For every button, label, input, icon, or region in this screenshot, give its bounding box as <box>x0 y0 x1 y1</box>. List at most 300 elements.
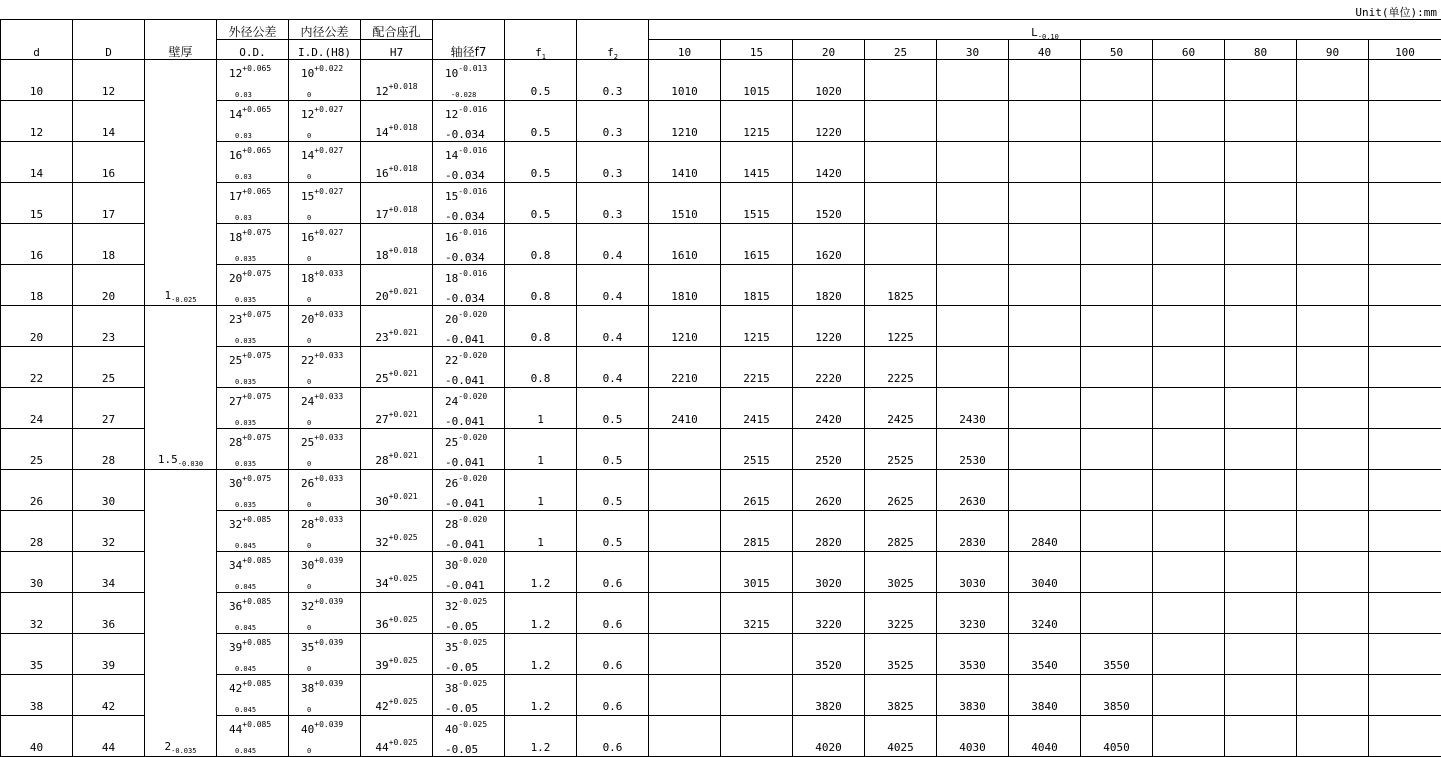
cell-f1: 0.8 <box>505 347 577 388</box>
cell-id: $18^{+0.033}$ 0 <box>289 265 361 306</box>
cell-L-15: 3215 <box>721 593 793 634</box>
cell-L-90 <box>1297 142 1369 183</box>
table-row <box>1 511 1441 552</box>
cell-f1: 0.8 <box>505 224 577 265</box>
cell-L-20: 1620 <box>793 224 865 265</box>
cell-d: 24 <box>1 388 73 429</box>
cell-f2: 0.5 <box>577 511 649 552</box>
cell-L-40 <box>1009 101 1081 142</box>
cell-L-100 <box>1369 347 1441 388</box>
cell-L-20: 1520 <box>793 183 865 224</box>
cell-D: 17 <box>73 183 145 224</box>
cell-L-15: 1515 <box>721 183 793 224</box>
table-row <box>1 716 1441 757</box>
cell-D: 23 <box>73 306 145 347</box>
cell-L-100 <box>1369 101 1441 142</box>
cell-f2: 0.6 <box>577 634 649 675</box>
cell-D: 12 <box>73 60 145 101</box>
cell-L-25: 2825 <box>865 511 937 552</box>
cell-L-60 <box>1153 716 1225 757</box>
cell-L-50 <box>1081 142 1153 183</box>
cell-wall: $2_{-0.035}$ <box>145 470 217 757</box>
cell-L-15 <box>721 716 793 757</box>
cell-d: 18 <box>1 265 73 306</box>
cell-d: 15 <box>1 183 73 224</box>
cell-L-30: 2530 <box>937 429 1009 470</box>
cell-L-60 <box>1153 306 1225 347</box>
cell-L-20: 4020 <box>793 716 865 757</box>
cell-L-20: 3520 <box>793 634 865 675</box>
cell-L-20: 1020 <box>793 60 865 101</box>
header-wall: 壁厚 <box>145 20 217 60</box>
cell-L-100 <box>1369 634 1441 675</box>
table-row <box>1 634 1441 675</box>
cell-L-80 <box>1225 142 1297 183</box>
cell-L-40: 3840 <box>1009 675 1081 716</box>
cell-D: 42 <box>73 675 145 716</box>
cell-od: $25^{+0.075}$ 0.035 <box>217 347 289 388</box>
cell-L-10 <box>649 511 721 552</box>
cell-f2: 0.6 <box>577 675 649 716</box>
table-row <box>1 142 1441 183</box>
cell-shaft: $18^{-0.016}$ -0.034 <box>433 265 505 306</box>
header-seat-en: H7 <box>361 40 433 60</box>
cell-L-40 <box>1009 429 1081 470</box>
cell-L-90 <box>1297 101 1369 142</box>
cell-L-80 <box>1225 593 1297 634</box>
cell-L-90 <box>1297 183 1369 224</box>
table-row <box>1 265 1441 306</box>
cell-L-20: 3220 <box>793 593 865 634</box>
cell-L-80 <box>1225 634 1297 675</box>
cell-L-10: 1610 <box>649 224 721 265</box>
cell-L-60 <box>1153 224 1225 265</box>
cell-D: 16 <box>73 142 145 183</box>
table-row <box>1 388 1441 429</box>
cell-L-80 <box>1225 101 1297 142</box>
cell-seat: $20^{+0.021}$ <box>361 265 433 306</box>
header-seat-cn: 配合座孔 <box>361 20 433 40</box>
cell-wall: $1.5_{-0.030}$ <box>145 306 217 470</box>
header-L-100: 100 <box>1369 40 1441 60</box>
cell-L-25 <box>865 142 937 183</box>
cell-D: 20 <box>73 265 145 306</box>
cell-L-15: 1215 <box>721 101 793 142</box>
cell-d: 25 <box>1 429 73 470</box>
cell-od: $44^{+0.085}$ 0.045 <box>217 716 289 757</box>
cell-shaft: $28^{-0.020}$ -0.041 <box>433 511 505 552</box>
cell-id: $32^{+0.039}$ 0 <box>289 593 361 634</box>
cell-f1: 1 <box>505 470 577 511</box>
cell-seat: $30^{+0.021}$ <box>361 470 433 511</box>
cell-shaft: $40^{-0.025}$ -0.05 <box>433 716 505 757</box>
cell-L-50 <box>1081 593 1153 634</box>
cell-seat: $14^{+0.018}$ <box>361 101 433 142</box>
cell-L-90 <box>1297 511 1369 552</box>
cell-d: 38 <box>1 675 73 716</box>
cell-L-15: 2515 <box>721 429 793 470</box>
cell-L-15: 1815 <box>721 265 793 306</box>
cell-seat: $36^{+0.025}$ <box>361 593 433 634</box>
cell-L-40 <box>1009 265 1081 306</box>
cell-d: 16 <box>1 224 73 265</box>
cell-L-25 <box>865 224 937 265</box>
cell-L-80 <box>1225 224 1297 265</box>
cell-D: 34 <box>73 552 145 593</box>
header-D: D <box>73 20 145 60</box>
cell-shaft: $12^{-0.016}$ -0.034 <box>433 101 505 142</box>
cell-L-90 <box>1297 634 1369 675</box>
cell-shaft: $24^{-0.020}$ -0.041 <box>433 388 505 429</box>
cell-L-10 <box>649 675 721 716</box>
cell-L-40: 3040 <box>1009 552 1081 593</box>
cell-L-15: 2615 <box>721 470 793 511</box>
cell-L-50 <box>1081 60 1153 101</box>
cell-L-90 <box>1297 552 1369 593</box>
cell-od: $17^{+0.065}$ 0.03 <box>217 183 289 224</box>
cell-L-80 <box>1225 511 1297 552</box>
cell-L-40 <box>1009 470 1081 511</box>
cell-L-25: 1825 <box>865 265 937 306</box>
cell-f2: 0.4 <box>577 347 649 388</box>
cell-L-20: 1220 <box>793 101 865 142</box>
cell-L-100 <box>1369 388 1441 429</box>
cell-L-100 <box>1369 511 1441 552</box>
cell-od: $20^{+0.075}$ 0.035 <box>217 265 289 306</box>
cell-d: 22 <box>1 347 73 388</box>
cell-L-40 <box>1009 388 1081 429</box>
cell-seat: $27^{+0.021}$ <box>361 388 433 429</box>
cell-L-20: 2220 <box>793 347 865 388</box>
cell-L-20: 2520 <box>793 429 865 470</box>
unit-label: Unit(单位):mm <box>1355 4 1437 20</box>
cell-f1: 1.2 <box>505 593 577 634</box>
cell-od: $14^{+0.065}$ 0.03 <box>217 101 289 142</box>
cell-id: $40^{+0.039}$ 0 <box>289 716 361 757</box>
cell-L-100 <box>1369 552 1441 593</box>
cell-L-15: 1615 <box>721 224 793 265</box>
table-row <box>1 183 1441 224</box>
cell-od: $23^{+0.075}$ 0.035 <box>217 306 289 347</box>
cell-L-40: 3540 <box>1009 634 1081 675</box>
cell-L-10 <box>649 634 721 675</box>
cell-L-50 <box>1081 306 1153 347</box>
cell-f1: 1.2 <box>505 675 577 716</box>
cell-L-30: 3030 <box>937 552 1009 593</box>
cell-shaft: $26^{-0.020}$ -0.041 <box>433 470 505 511</box>
cell-f2: 0.3 <box>577 60 649 101</box>
cell-L-25: 2525 <box>865 429 937 470</box>
header-L-60: 60 <box>1153 40 1225 60</box>
cell-L-50: 4050 <box>1081 716 1153 757</box>
cell-L-50 <box>1081 265 1153 306</box>
cell-L-80 <box>1225 347 1297 388</box>
cell-L-30 <box>937 224 1009 265</box>
cell-seat: $18^{+0.018}$ <box>361 224 433 265</box>
cell-L-80 <box>1225 388 1297 429</box>
cell-od: $16^{+0.065}$ 0.03 <box>217 142 289 183</box>
cell-L-25: 2625 <box>865 470 937 511</box>
cell-L-90 <box>1297 60 1369 101</box>
cell-L-20: 2420 <box>793 388 865 429</box>
cell-L-60 <box>1153 101 1225 142</box>
cell-id: $14^{+0.027}$ 0 <box>289 142 361 183</box>
cell-D: 27 <box>73 388 145 429</box>
cell-L-20: 1420 <box>793 142 865 183</box>
cell-L-10 <box>649 716 721 757</box>
cell-L-30: 4030 <box>937 716 1009 757</box>
cell-shaft: $22^{-0.020}$ -0.041 <box>433 347 505 388</box>
cell-f1: 1 <box>505 511 577 552</box>
cell-L-15 <box>721 675 793 716</box>
cell-L-30: 2830 <box>937 511 1009 552</box>
cell-seat: $32^{+0.025}$ <box>361 511 433 552</box>
cell-L-15: 2215 <box>721 347 793 388</box>
cell-d: 26 <box>1 470 73 511</box>
cell-od: $34^{+0.085}$ 0.045 <box>217 552 289 593</box>
cell-L-100 <box>1369 60 1441 101</box>
cell-id: $15^{+0.027}$ 0 <box>289 183 361 224</box>
cell-L-10 <box>649 593 721 634</box>
cell-seat: $39^{+0.025}$ <box>361 634 433 675</box>
cell-seat: $17^{+0.018}$ <box>361 183 433 224</box>
cell-d: 20 <box>1 306 73 347</box>
cell-L-90 <box>1297 347 1369 388</box>
cell-id: $22^{+0.033}$ 0 <box>289 347 361 388</box>
cell-f2: 0.3 <box>577 142 649 183</box>
cell-L-50 <box>1081 429 1153 470</box>
cell-f1: 1 <box>505 429 577 470</box>
cell-L-40 <box>1009 60 1081 101</box>
cell-L-30 <box>937 306 1009 347</box>
cell-od: $32^{+0.085}$ 0.045 <box>217 511 289 552</box>
cell-L-60 <box>1153 470 1225 511</box>
cell-L-20: 3020 <box>793 552 865 593</box>
cell-f1: 1.2 <box>505 552 577 593</box>
cell-id: $16^{+0.027}$ 0 <box>289 224 361 265</box>
cell-seat: $12^{+0.018}$ <box>361 60 433 101</box>
spec-table <box>0 19 1441 757</box>
cell-L-15 <box>721 634 793 675</box>
cell-d: 35 <box>1 634 73 675</box>
cell-L-80 <box>1225 429 1297 470</box>
cell-shaft: $14^{-0.016}$ -0.034 <box>433 142 505 183</box>
cell-L-20: 1220 <box>793 306 865 347</box>
header-od-en: O.D. <box>217 40 289 60</box>
cell-L-60 <box>1153 142 1225 183</box>
cell-d: 40 <box>1 716 73 757</box>
cell-L-10: 1210 <box>649 306 721 347</box>
cell-L-25: 3525 <box>865 634 937 675</box>
cell-L-10: 1210 <box>649 101 721 142</box>
cell-L-20: 3820 <box>793 675 865 716</box>
cell-L-60 <box>1153 593 1225 634</box>
cell-f1: 0.8 <box>505 265 577 306</box>
cell-f1: 1.2 <box>505 716 577 757</box>
cell-L-10 <box>649 552 721 593</box>
cell-L-10: 2210 <box>649 347 721 388</box>
cell-L-100 <box>1369 224 1441 265</box>
cell-L-100 <box>1369 183 1441 224</box>
cell-id: $10^{+0.022}$ 0 <box>289 60 361 101</box>
header-f2: $f_2$ <box>577 20 649 60</box>
cell-L-15: 1215 <box>721 306 793 347</box>
header-L-90: 90 <box>1297 40 1369 60</box>
table-row <box>1 347 1441 388</box>
cell-D: 25 <box>73 347 145 388</box>
cell-L-30: 2430 <box>937 388 1009 429</box>
cell-f2: 0.6 <box>577 716 649 757</box>
cell-d: 10 <box>1 60 73 101</box>
cell-D: 44 <box>73 716 145 757</box>
cell-seat: $25^{+0.021}$ <box>361 347 433 388</box>
cell-L-40 <box>1009 306 1081 347</box>
cell-L-90 <box>1297 388 1369 429</box>
cell-f2: 0.6 <box>577 593 649 634</box>
cell-L-20: 2820 <box>793 511 865 552</box>
cell-L-100 <box>1369 265 1441 306</box>
table-row <box>1 675 1441 716</box>
cell-L-40: 4040 <box>1009 716 1081 757</box>
cell-L-50 <box>1081 347 1153 388</box>
header-id-en: I.D.(H8) <box>289 40 361 60</box>
cell-L-50 <box>1081 224 1153 265</box>
header-L-20: 20 <box>793 40 865 60</box>
cell-d: 32 <box>1 593 73 634</box>
cell-L-100 <box>1369 593 1441 634</box>
cell-L-15: 2815 <box>721 511 793 552</box>
cell-L-90 <box>1297 470 1369 511</box>
cell-L-50 <box>1081 101 1153 142</box>
cell-L-60 <box>1153 552 1225 593</box>
cell-L-30: 3230 <box>937 593 1009 634</box>
cell-f1: 1 <box>505 388 577 429</box>
cell-shaft: $20^{-0.020}$ -0.041 <box>433 306 505 347</box>
cell-L-30 <box>937 265 1009 306</box>
cell-L-25 <box>865 183 937 224</box>
cell-D: 28 <box>73 429 145 470</box>
cell-f1: 0.5 <box>505 60 577 101</box>
cell-id: $24^{+0.033}$ 0 <box>289 388 361 429</box>
cell-L-30: 2630 <box>937 470 1009 511</box>
header-L: $L_{-0.10}$ <box>649 20 1441 40</box>
cell-L-90 <box>1297 265 1369 306</box>
cell-od: $30^{+0.075}$ 0.035 <box>217 470 289 511</box>
cell-L-100 <box>1369 716 1441 757</box>
cell-L-100 <box>1369 675 1441 716</box>
cell-L-80 <box>1225 183 1297 224</box>
table-row <box>1 429 1441 470</box>
cell-f2: 0.5 <box>577 470 649 511</box>
table-row <box>1 593 1441 634</box>
cell-L-40 <box>1009 183 1081 224</box>
cell-D: 39 <box>73 634 145 675</box>
cell-L-50 <box>1081 552 1153 593</box>
cell-f1: 0.5 <box>505 142 577 183</box>
header-L-10: 10 <box>649 40 721 60</box>
cell-L-60 <box>1153 388 1225 429</box>
cell-L-50 <box>1081 470 1153 511</box>
cell-L-30 <box>937 60 1009 101</box>
header-f1: $f_1$ <box>505 20 577 60</box>
table-row <box>1 306 1441 347</box>
cell-L-80 <box>1225 265 1297 306</box>
table-row <box>1 101 1441 142</box>
cell-L-60 <box>1153 60 1225 101</box>
cell-L-25: 1225 <box>865 306 937 347</box>
cell-L-100 <box>1369 470 1441 511</box>
cell-L-15: 3015 <box>721 552 793 593</box>
cell-shaft: $16^{-0.016}$ -0.034 <box>433 224 505 265</box>
cell-L-60 <box>1153 429 1225 470</box>
cell-D: 36 <box>73 593 145 634</box>
cell-L-10: 2410 <box>649 388 721 429</box>
header-L-40: 40 <box>1009 40 1081 60</box>
cell-L-10 <box>649 470 721 511</box>
header-od-cn: 外径公差 <box>217 20 289 40</box>
cell-L-25: 3025 <box>865 552 937 593</box>
cell-f2: 0.5 <box>577 388 649 429</box>
header-shaft: 轴径f7 <box>433 20 505 60</box>
header-L-25: 25 <box>865 40 937 60</box>
cell-L-80 <box>1225 552 1297 593</box>
cell-od: $36^{+0.085}$ 0.045 <box>217 593 289 634</box>
header-L-50: 50 <box>1081 40 1153 60</box>
cell-od: $12^{+0.065}$ 0.03 <box>217 60 289 101</box>
cell-id: $38^{+0.039}$ 0 <box>289 675 361 716</box>
cell-L-20: 2620 <box>793 470 865 511</box>
cell-seat: $44^{+0.025}$ <box>361 716 433 757</box>
cell-L-90 <box>1297 593 1369 634</box>
cell-L-60 <box>1153 634 1225 675</box>
cell-L-30 <box>937 142 1009 183</box>
cell-L-80 <box>1225 60 1297 101</box>
cell-f1: 0.5 <box>505 183 577 224</box>
cell-L-80 <box>1225 306 1297 347</box>
cell-L-100 <box>1369 429 1441 470</box>
header-id-cn: 内径公差 <box>289 20 361 40</box>
cell-L-100 <box>1369 306 1441 347</box>
table-row <box>1 552 1441 593</box>
cell-L-15: 2415 <box>721 388 793 429</box>
cell-shaft: $38^{-0.025}$ -0.05 <box>433 675 505 716</box>
cell-seat: $23^{+0.021}$ <box>361 306 433 347</box>
cell-f1: 0.5 <box>505 101 577 142</box>
cell-id: $30^{+0.039}$ 0 <box>289 552 361 593</box>
cell-L-25 <box>865 60 937 101</box>
cell-L-90 <box>1297 224 1369 265</box>
cell-id: $25^{+0.033}$ 0 <box>289 429 361 470</box>
cell-L-50 <box>1081 388 1153 429</box>
cell-L-50 <box>1081 183 1153 224</box>
cell-L-25: 2425 <box>865 388 937 429</box>
cell-L-50: 3550 <box>1081 634 1153 675</box>
cell-L-25: 4025 <box>865 716 937 757</box>
table-row <box>1 224 1441 265</box>
cell-f2: 0.3 <box>577 183 649 224</box>
cell-L-30: 3830 <box>937 675 1009 716</box>
cell-od: $42^{+0.085}$ 0.045 <box>217 675 289 716</box>
cell-L-40: 2840 <box>1009 511 1081 552</box>
header-L-80: 80 <box>1225 40 1297 60</box>
header-d: d <box>1 20 73 60</box>
cell-shaft: $10^{-0.013}$ -0.028 <box>433 60 505 101</box>
cell-d: 28 <box>1 511 73 552</box>
cell-L-60 <box>1153 675 1225 716</box>
table-row <box>1 60 1441 101</box>
cell-L-60 <box>1153 265 1225 306</box>
cell-od: $28^{+0.075}$ 0.035 <box>217 429 289 470</box>
